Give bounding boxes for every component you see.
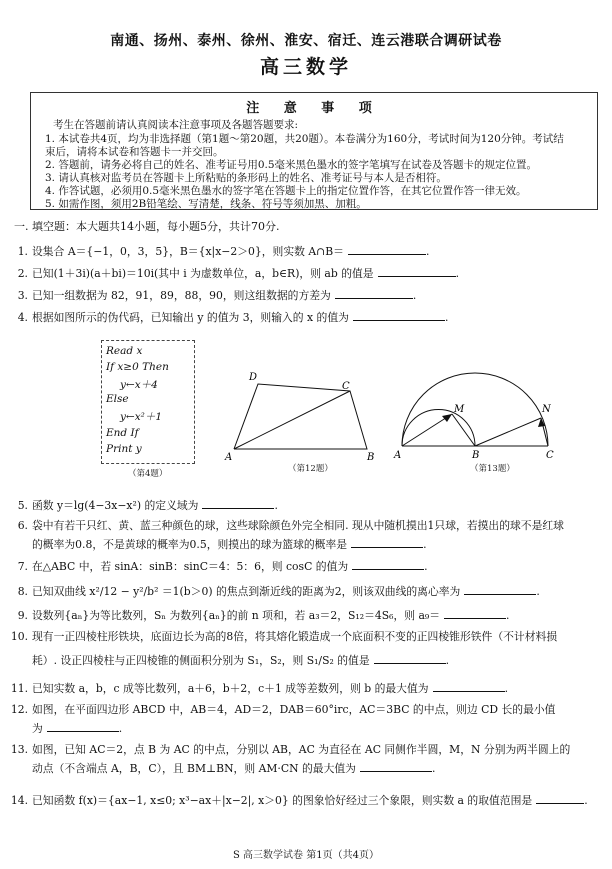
exam-subject: 高三数学 [259, 56, 352, 78]
label-a: A [394, 450, 402, 460]
question-number: 8. [17, 585, 28, 598]
answer-blank [378, 265, 456, 277]
label-m: M [454, 404, 465, 415]
code-line: If x≥0 Then [106, 361, 169, 373]
answer-blank [348, 243, 426, 255]
notice-item: 3. 请认真核对监考员在答题卡上所粘贴的条形码上的姓名、准考证号与本人是否相符。 [45, 172, 447, 184]
answer-blank [433, 680, 505, 692]
question-2: 2. 已知(1＋3i)(a＋bi)＝10i(其中 i 为虚数单位，a，b∈R)，则 ab 的值是 . [10, 265, 459, 281]
question-text: 动点（不含端点 A，B，C），且 BM⊥BN，则 AM·CN 的最大值为 [32, 762, 356, 775]
question-text: 为 [32, 722, 43, 735]
page-footer: S 高三数学试卷 第1页（共4页） [233, 850, 379, 861]
notice-item: 4. 作答试题，必须用0.5毫米黑色墨水的签字笔在答题卡上的指定位置作答，在其它位置作答一律无效。 [45, 185, 527, 197]
question-10 [10, 629, 557, 644]
question-10-cont: 耗）. 设正四棱柱与正四棱锥的侧面积分别为 S₁，S₂，则 S₁/S₂ 的值是 . [32, 654, 450, 667]
answer-blank [444, 607, 506, 619]
question-number: 6. [17, 519, 28, 532]
question-4: 4. 根据如图所示的伪代码，已知输出 y 的值为 3，则输入的 x 的值为 . [10, 309, 448, 325]
question-number: 10. [10, 630, 28, 643]
label-c: C [342, 381, 350, 392]
question-7: 7. 在△ABC 中，若 sinA：sinB：sinC＝4：5：6，则 cosC 的值为 . [10, 558, 428, 574]
question-text: 如图，已知 AC＝2，点 B 为 AC 的中点，分别以 AB，AC 为直径在 AC 同侧作半圆，M，N 分别为两半圆上的 [32, 743, 571, 756]
question-number: 1. [17, 245, 28, 258]
question-1: 1. 设集合 A＝{−1，0，3，5}，B＝{x|x−2＞0}，则实数 A∩B＝ . [10, 243, 429, 259]
figure-13-semicircles [392, 356, 560, 460]
answer-blank [351, 536, 423, 548]
question-text: 已知函数 f(x)＝{ax−1, x≤0; x³−ax＋|x−2|, x＞0} 的图象恰好经过三个象限，则实数 a 的取值范围是 [32, 794, 533, 807]
question-11: 11. 已知实数 a，b，c 成等比数列，a＋6，b＋2，c＋1 成等差数列，则 b 的最大值为 . [10, 682, 509, 695]
question-number: 4. [17, 311, 28, 324]
question-number: 3. [17, 289, 28, 302]
question-12-cont: 为 . [32, 722, 123, 735]
notice-box [30, 92, 598, 210]
question-text: 耗）. 设正四棱柱与正四棱锥的侧面积分别为 S₁，S₂，则 S₁/S₂ 的值是 [32, 654, 370, 667]
question-number: 2. [17, 267, 28, 280]
code-line: Print y [106, 443, 142, 455]
notice-item: 1. 本试卷共4页，均为非选择题（第1题～第20题，共20题）。本卷满分为160分，考试时间为120分钟。考试结 [45, 133, 564, 145]
question-text: 已知实数 a，b，c 成等比数列，a＋6，b＋2，c＋1 成等差数列，则 b 的最大值为 [32, 682, 429, 695]
question-text: 现有一正四棱柱形铁块，底面边长为高的8倍，将其熔化锻造成一个底面积不变的正四棱锥形铁件（不计材料损 [32, 630, 558, 643]
code-line: Read x [106, 345, 143, 357]
question-8: 8. 已知双曲线 x²/12 − y²/b² ＝1(b＞0) 的焦点到渐近线的距离为2，则该双曲线的离心率为 . [10, 583, 540, 599]
label-c: C [546, 450, 554, 460]
label-n: N [542, 404, 551, 415]
arrowhead-m [442, 414, 452, 422]
question-text: 在△ABC 中，若 sinA：sinB：sinC＝4：5：6，则 cosC 的值为 [32, 560, 349, 573]
question-number: 13. [10, 743, 28, 756]
answer-blank [536, 792, 584, 804]
code-line: End If [106, 427, 139, 439]
large-semicircle [402, 373, 548, 446]
question-text: 袋中有若干只红、黄、蓝三种颜色的球，这些球除颜色外完全相同. 现从中随机摸出1只球，若摸出的球不是红球 [32, 519, 564, 532]
section-heading: 一. 填空题：本大题共14小题，每小题5分，共计70分. [14, 220, 280, 233]
figure-caption-13: （第13题） [470, 464, 515, 474]
diagonal-ac [234, 391, 350, 449]
question-5: 5. 函数 y＝lg(4−3x−x²) 的定义域为 . [10, 497, 278, 513]
question-text: 已知(1＋3i)(a＋bi)＝10i(其中 i 为虚数单位，a，b∈R)，则 ab 的值是 [32, 267, 374, 280]
question-6-cont: 的概率为0.8，不是黄球的概率为0.5，则摸出的球为篮球的概率是 . [32, 538, 427, 551]
question-text: 设集合 A＝{−1，0，3，5}，B＝{x|x−2＞0}，则实数 A∩B＝ [32, 245, 344, 258]
question-text: 根据如图所示的伪代码，已知输出 y 的值为 3，则输入的 x 的值为 [32, 311, 349, 324]
answer-blank [464, 583, 536, 595]
segment-bn [475, 418, 541, 446]
notice-title: 注 意 事 项 [246, 101, 382, 116]
figure-caption-4: （第4题） [128, 469, 168, 479]
question-3: 3. 已知一组数据为 82，91，89，88，90，则这组数据的方差为 . [10, 287, 416, 303]
question-12 [10, 702, 555, 717]
question-text: 函数 y＝lg(4−3x−x²) 的定义域为 [32, 499, 199, 512]
label-b: B [472, 450, 480, 460]
figure-caption-12: （第12题） [288, 464, 333, 474]
code-line: y←x＋4 [120, 379, 158, 391]
question-text: 的概率为0.8，不是黄球的概率为0.5，则摸出的球为篮球的概率是 [32, 538, 348, 551]
answer-blank [360, 760, 432, 772]
label-a: A [225, 452, 233, 463]
answer-blank [47, 720, 119, 732]
answer-blank [202, 497, 274, 509]
notice-item: 5. 如需作图，须用2B铅笔绘、写清楚，线条、符号等须加黑、加粗。 [45, 198, 367, 210]
question-6 [10, 518, 564, 533]
answer-blank [353, 309, 445, 321]
answer-blank [335, 287, 413, 299]
answer-blank [374, 652, 446, 664]
question-14: 14. 已知函数 f(x)＝{ax−1, x≤0; x³−ax＋|x−2|, x＞0} 的图象恰好经过三个象限，则实数 a 的取值范围是 . [10, 794, 588, 807]
answer-blank [352, 558, 424, 570]
label-d: D [249, 372, 258, 383]
question-13-cont: 动点（不含端点 A，B，C），且 BM⊥BN，则 AM·CN 的最大值为 . [32, 762, 436, 775]
question-text: 已知双曲线 x²/12 − y²/b² ＝1(b＞0) 的焦点到渐近线的距离为2，则该双曲线的离心率为 [32, 585, 461, 598]
question-number: 11. [10, 682, 28, 695]
question-9: 9. 设数列{aₙ}为等比数列，Sₙ 为数列{aₙ}的前 n 项和，若 a₃＝2，S₁₂＝4S₆，则 a₉＝ . [10, 607, 509, 623]
question-text: 如图，在平面四边形 ABCD 中，AB＝4，AD＝2，DAB＝60°irc，AC＝3BC 的中点，则边 CD 长的最小值 [32, 703, 556, 716]
question-number: 7. [17, 560, 28, 573]
code-line: Else [106, 393, 129, 405]
notice-item: 束后，请将本试卷和答题卡一并交回。 [45, 146, 224, 158]
question-number: 12. [10, 703, 28, 716]
label-b: B [367, 452, 375, 463]
question-number: 5. [17, 499, 28, 512]
question-number: 14. [10, 794, 28, 807]
question-number: 9. [17, 609, 28, 622]
notice-intro: 考生在答题前请认真阅读本注意事项及各题答题要求: [53, 119, 299, 131]
exam-title: 南通、扬州、泰州、徐州、淮安、宿迁、连云港联合调研试卷 [110, 33, 502, 49]
figure-12-quadrilateral [222, 364, 382, 464]
pseudocode-box [101, 340, 195, 464]
code-line: y←x²＋1 [120, 411, 163, 423]
question-text: 已知一组数据为 82，91，89，88，90，则这组数据的方差为 [32, 289, 331, 302]
question-13 [10, 742, 570, 757]
question-text: 设数列{aₙ}为等比数列，Sₙ 为数列{aₙ}的前 n 项和，若 a₃＝2，S₁₂＝4S₆，则 a₉＝ [32, 609, 441, 622]
notice-item: 2. 答题前，请务必将自己的姓名、准考证号用0.5毫米黑色墨水的签字笔填写在试卷及答题卡的规定位置。 [45, 159, 538, 171]
